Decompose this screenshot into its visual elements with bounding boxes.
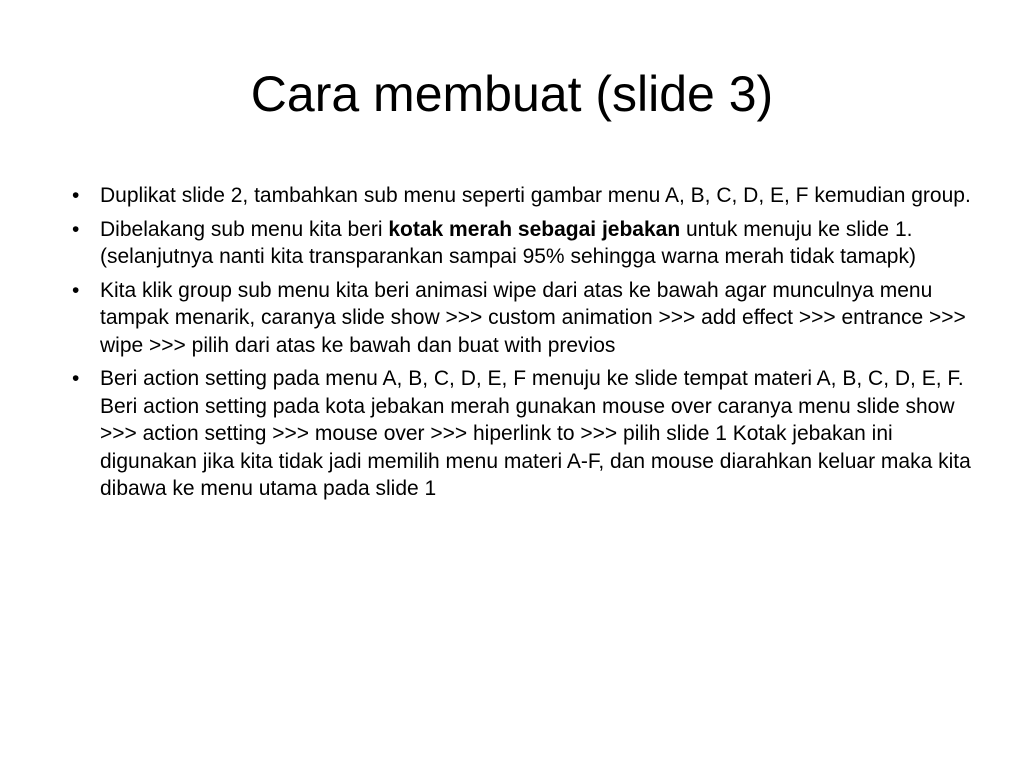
bullet-text: Beri action setting pada menu A, B, C, D, E, F menuju ke slide tempat materi A, B, C, D, E, F. Beri action setting pada kota jebakan merah gunakan mouse over caranya menu slide show >>> action setting >>> mouse over >>> hiperlink to >>> pilih slide 1 Kotak jebakan ini digunakan jika kita tidak jadi memilih menu materi A-F, dan mouse diarahkan keluar maka kita dibawa ke menu utama pada slide 1 — [100, 367, 971, 500]
bullet-list — [72, 182, 972, 509]
bullet-text-pre: Dibelakang sub menu kita beri — [100, 217, 389, 241]
bullet-item-3 — [72, 277, 972, 360]
bullet-icon: • — [72, 367, 80, 390]
slide-title: Cara membuat (slide 3) — [250, 66, 774, 122]
bullet-item-2 — [72, 216, 972, 271]
bullet-text-bold: kotak merah sebagai jebakan — [388, 217, 681, 241]
bullet-text-post: untuk menuju ke slide 1. (selanjutnya nanti kita transparankan sampai 95% sehingga warna merah tidak tamapk) — [100, 217, 916, 268]
bullet-icon: • — [72, 184, 80, 207]
bullet-item-4 — [72, 365, 972, 503]
bullet-icon: • — [72, 217, 80, 241]
bullet-item-1 — [72, 182, 972, 210]
bullet-icon: • — [72, 278, 80, 302]
bullet-text: Kita klik group sub menu kita beri animasi wipe dari atas ke bawah agar munculnya menu tampak menarik, caranya slide show >>> custom animation >>> add effect >>> entrance >>> wipe >>> pilih dari atas ke bawah dan buat with previos — [100, 278, 966, 357]
bullet-text: Duplikat slide 2, tambahkan sub menu seperti gambar menu A, B, C, D, E, F kemudian group. — [100, 184, 971, 207]
bullet-text — [100, 218, 916, 269]
